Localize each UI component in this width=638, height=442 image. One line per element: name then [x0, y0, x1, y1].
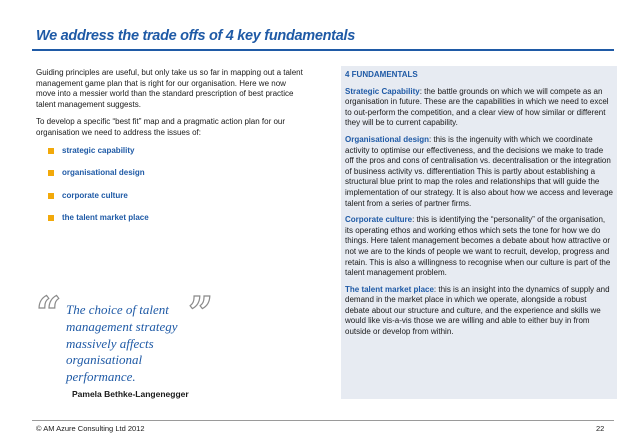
page-title: We address the trade offs of 4 key fundamentals	[36, 28, 355, 44]
open-quote-icon: “	[36, 288, 62, 339]
fundamental-term: Strategic Capability	[345, 86, 420, 96]
issues-list	[36, 146, 306, 224]
footer-divider	[32, 420, 614, 421]
fundamental-body: : this is identifying the “personality” of the organisation, its operating ethos and working ethos which sets the tone for how we do things. Here talent management becomes a debate about how attractive or not we are to the kinds of people we want to recruit, develop, progress and retain. This is also a willingness to recognise when our culture is part of the talent management problem.	[345, 215, 611, 278]
fundamentals-panel	[341, 66, 617, 399]
fundamental-term: Corporate culture	[345, 215, 413, 225]
title-divider	[32, 49, 614, 51]
list-item: the talent market place	[48, 213, 306, 223]
intro-paragraph: Guiding principles are useful, but only take us so far in mapping out a talent management game plan that is right for our organisation. Here we now move into a messier world than the standard prescription of best practice talent management suggests.	[36, 68, 303, 109]
fundamental-item	[345, 135, 613, 209]
fundamental-body: : the battle grounds on which we will compete as an organisation in future. These are the capabilities in which we need to excel to out-perform the competition, and a clear view of how similar or different they will be to current capability.	[345, 86, 609, 128]
fundamental-item	[345, 285, 613, 338]
left-column	[36, 68, 306, 236]
panel-heading: 4 FUNDAMENTALS	[345, 70, 418, 79]
footer-copyright: © AM Azure Consulting Ltd 2012	[36, 424, 145, 433]
quote-text: The choice of talent management strategy massively affects organisational performance.	[66, 302, 178, 385]
fundamental-body: : this is the ingenuity with which we coordinate activity to optimise our effectiveness, and the decisions we make to trade off the pros and cons of centralisation vs. decentralisation or the integration of business activity vs. differentiation This is partly about establishing a structural blue print to map the roles and relationships that will guide the implementation of our strategy. It is also about how we access and leverage talent from a series of partner firms.	[345, 134, 613, 208]
list-item: organisational design	[48, 168, 306, 178]
fundamental-item	[345, 87, 613, 129]
fundamental-term: Organisational design	[345, 134, 430, 144]
list-item: strategic capability	[48, 146, 306, 156]
page-number: 22	[596, 424, 605, 433]
fundamental-body: : this is an insight into the dynamics of supply and demand in the market place in which we operate, alongside a robust debate about our structure and culture, and the experience and skills we would like vis-a-vis those we are willing and able to either buy in from outside or develop from within.	[345, 284, 610, 337]
list-item: corporate culture	[48, 191, 306, 201]
quote-author: Pamela Bethke-Langenegger	[72, 389, 189, 399]
develop-paragraph: To develop a specific “best fit” map and a pragmatic action plan for our organisation we need to address the issues of:	[36, 117, 286, 137]
close-quote-icon: ”	[188, 288, 214, 339]
fundamental-term: The talent market place	[345, 284, 434, 294]
fundamental-item	[345, 215, 613, 279]
pull-quote	[36, 288, 306, 404]
